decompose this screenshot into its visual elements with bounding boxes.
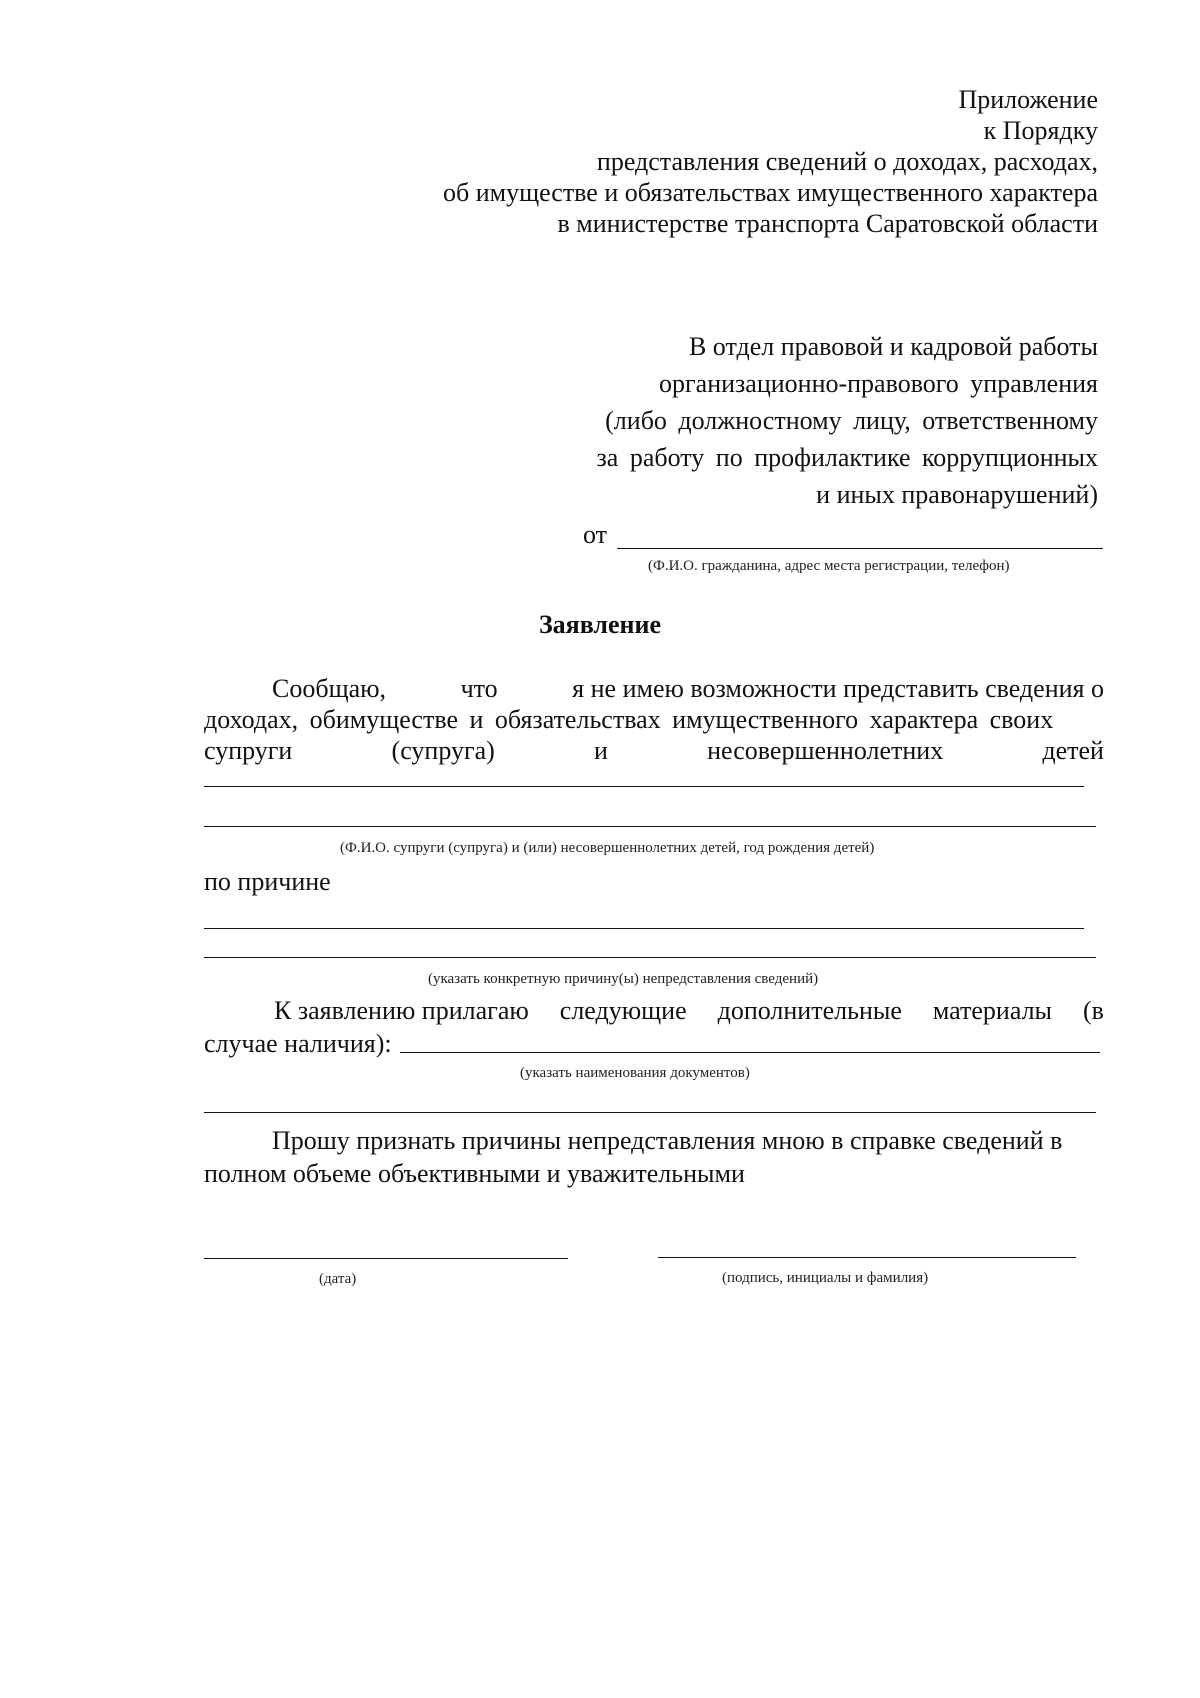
appendix-line-1: Приложение <box>958 85 1098 114</box>
statement-line-2 <box>204 704 1104 735</box>
statement-word: супруги <box>204 736 293 765</box>
from-row <box>583 520 1103 552</box>
appendix-line-5: в министерстве транспорта Саратовской области <box>557 209 1098 238</box>
appendix-line-2: к Порядку <box>983 116 1098 145</box>
family-field-line-1[interactable] <box>204 786 1084 787</box>
attachments-word: следующие <box>559 996 687 1025</box>
attachments-line-2: случае наличия): <box>204 1029 392 1058</box>
statement-word: Сообщаю, <box>272 674 387 703</box>
family-field-line-2[interactable] <box>204 826 1096 827</box>
document-title: Заявление <box>538 610 662 639</box>
from-label: от <box>583 520 608 549</box>
appendix-line-3: представления сведений о доходах, расходах, <box>596 147 1098 176</box>
attachments-field-line-1[interactable] <box>400 1052 1100 1053</box>
addressee-line-5: и иных правонарушений) <box>816 480 1098 509</box>
statement-word: и <box>594 736 608 765</box>
appendix-line-4: об имуществе и обязательствах имущественного характера <box>442 178 1098 207</box>
statement-word: я не имею возможности представить сведения о <box>572 674 1104 703</box>
addressee-line-4: за работу по профилактике коррупционных <box>596 443 1098 472</box>
statement-word: что <box>460 674 498 703</box>
attachments-line-1 <box>274 995 1104 1026</box>
attachments-field-line-2[interactable] <box>204 1112 1096 1113</box>
statement-line-3 <box>204 735 1104 766</box>
attachments-caption: (указать наименования документов) <box>520 1065 750 1081</box>
attachments-word: дополнительные <box>717 996 902 1025</box>
request-line-2: полном объеме объективными и уважительными <box>204 1159 745 1188</box>
appendix-header <box>198 84 1098 239</box>
attachments-word: К заявлению прилагаю <box>274 996 529 1025</box>
statement-line-1 <box>272 673 1104 704</box>
reason-caption: (указать конкретную причину(ы) непредставления сведений) <box>428 971 819 987</box>
addressee-line-3: (либо должностному лицу, ответственному <box>605 406 1098 435</box>
date-caption: (дата) <box>319 1271 357 1287</box>
statement-text: доходах, обимуществе и обязательствах имущественного характера своих <box>204 705 1054 734</box>
reason-label: по причине <box>204 867 331 896</box>
signature-field-line[interactable] <box>658 1257 1076 1258</box>
signature-caption: (подпись, инициалы и фамилия) <box>722 1270 929 1286</box>
reason-field-line-2[interactable] <box>204 957 1096 958</box>
attachments-word: (в <box>1083 996 1104 1025</box>
date-field-line[interactable] <box>204 1258 568 1259</box>
request-line-1: Прошу признать причины непредставления мною в справке сведений в <box>272 1126 1063 1155</box>
reason-field-line-1[interactable] <box>204 928 1084 929</box>
addressee-line-1: В отдел правовой и кадровой работы <box>688 332 1098 361</box>
applicant-name-field[interactable] <box>617 548 1103 549</box>
addressee-block <box>398 328 1098 513</box>
attachments-word: материалы <box>932 996 1053 1025</box>
addressee-line-2: организационно-правового управления <box>658 369 1098 398</box>
statement-word: (супруга) <box>391 736 495 765</box>
statement-word: несовершеннолетних <box>707 736 944 765</box>
statement-word: детей <box>1042 736 1104 765</box>
family-caption: (Ф.И.О. супруги (супруга) и (или) несовершеннолетних детей, год рождения детей) <box>340 840 875 856</box>
applicant-caption: (Ф.И.О. гражданина, адрес места регистрации, телефон) <box>648 558 1010 574</box>
